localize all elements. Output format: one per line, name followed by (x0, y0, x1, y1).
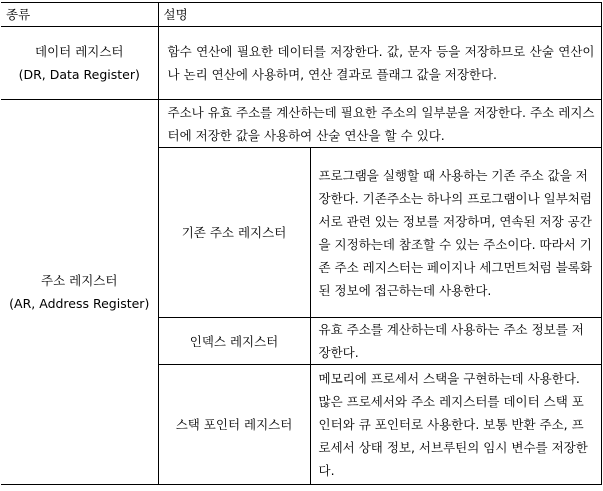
table-row (1, 27, 601, 100)
table-row (1, 100, 601, 148)
dr-desc: 함수 연산에 필요한 데이터를 저장한다. 값, 문자 등을 저장하므로 산술 연산이나 논리 연산에 사용하며, 연산 결과로 플래그 값을 저장한다. (158, 27, 601, 100)
stack-reg-desc: 메모리에 프로세서 스택을 구현하는데 사용한다. 많은 프로세서와 주소 레지스터를 데이터 스택 포인터와 큐 포인터로 사용한다. 보통 반환 주소, 프로세서 상태 정보, 서브루틴의 임시 변수를 저장한다. (310, 365, 601, 485)
dr-name: 데이터 레지스터 (35, 44, 124, 59)
header-type: 종류 (1, 3, 158, 27)
register-table (1, 2, 602, 485)
dr-name-cell (1, 27, 158, 100)
stack-reg-name: 스택 포인터 레지스터 (158, 365, 310, 485)
ar-name-cell (1, 100, 158, 485)
base-reg-name: 기존 주소 레지스터 (158, 148, 310, 318)
base-reg-desc: 프로그램을 실행할 때 사용하는 기존 주소 값을 저장한다. 기존주소는 하나의 프로그램이나 일부처럼 서로 관련 있는 정보를 저장하며, 연속된 저장 공간을 지정하는데 참조할 수 있는 주소이다. 따라서 기존 주소 레지스터는 페이지나 세그먼트처럼 블록화된 정보에 접근하는데 사용한다. (310, 148, 601, 318)
index-reg-name: 인덱스 레지스터 (158, 318, 310, 365)
ar-name: 주소 레지스터 (41, 273, 118, 288)
index-reg-desc: 유효 주소를 계산하는데 사용하는 주소 정보를 저장한다. (310, 318, 601, 365)
ar-name-en: (AR, Address Register) (9, 296, 150, 311)
ar-desc: 주소나 유효 주소를 계산하는데 필요한 주소의 일부분을 저장한다. 주소 레지스터에 저장한 값을 사용하여 산술 연산을 할 수 있다. (158, 100, 601, 148)
header-desc: 설명 (158, 3, 601, 27)
dr-name-en: (DR, Data Register) (18, 67, 140, 82)
table-header-row (1, 3, 601, 27)
